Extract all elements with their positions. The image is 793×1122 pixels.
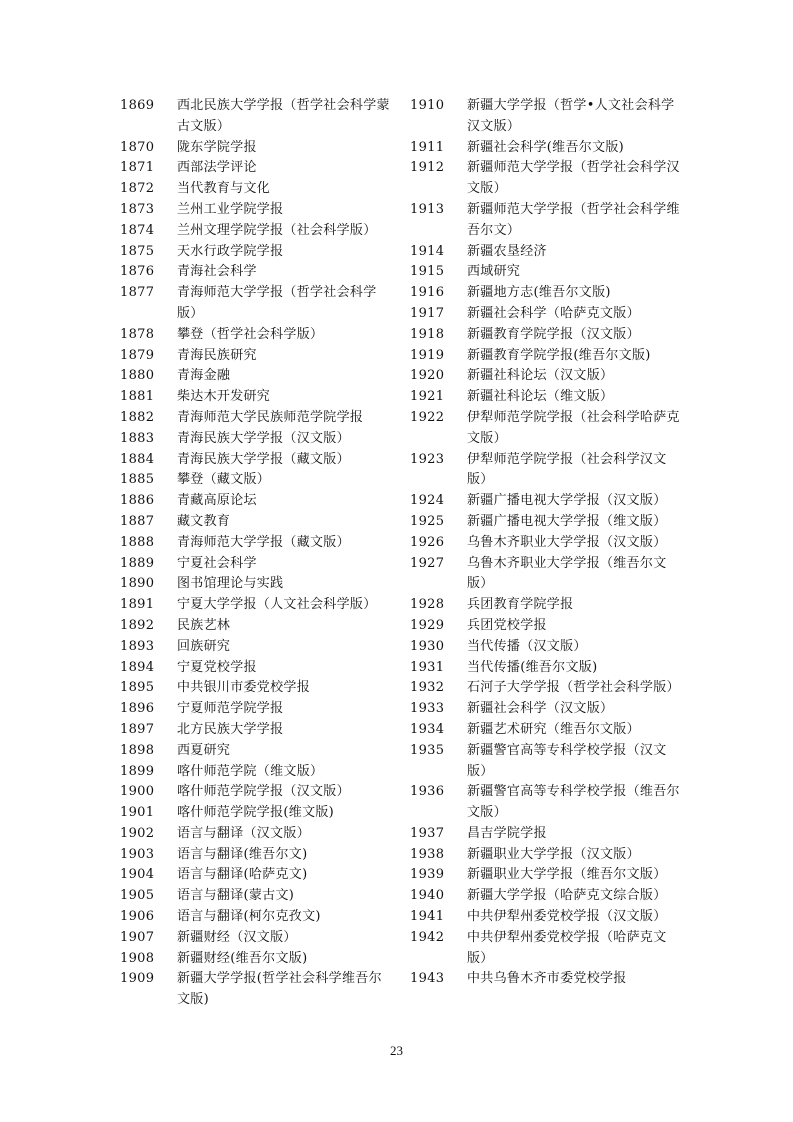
- entry-number: 1938: [410, 846, 445, 862]
- list-item: [120, 138, 390, 159]
- list-item: [120, 387, 390, 408]
- list-item: [410, 242, 680, 263]
- entry-number: 1885: [120, 472, 155, 488]
- entry-number: 1918: [410, 326, 445, 342]
- entry-title: 青海民族大学学报（藏文版）: [177, 451, 350, 467]
- list-item: [410, 907, 680, 928]
- list-item: [120, 720, 390, 741]
- entry-number: 1895: [120, 680, 155, 696]
- list-item: [410, 512, 680, 533]
- list-item: [120, 595, 390, 616]
- entry-number: 1900: [120, 784, 155, 800]
- entry-title: 语言与翻译(柯尔克孜文): [177, 909, 321, 925]
- list-item: [120, 845, 390, 866]
- list-item: [120, 346, 390, 367]
- entry-title: 新疆社会科学（汉文版）: [467, 701, 614, 717]
- entry-number: 1928: [410, 597, 445, 613]
- entry-title: 新疆地方志(维吾尔文版): [467, 285, 611, 301]
- list-item: [410, 325, 680, 346]
- list-item: [410, 158, 680, 200]
- entry-title: 西域研究: [467, 264, 521, 280]
- entry-title: 新疆警官高等专科学校学报（维吾尔文版）: [467, 784, 680, 821]
- entry-title: 新疆广播电视大学学报（维文版）: [467, 513, 667, 529]
- entry-number: 1916: [410, 285, 445, 301]
- entry-title: 新疆大学学报（哲学•人文社会科学汉文版）: [467, 98, 675, 134]
- list-item: [410, 928, 680, 970]
- entry-number: 1892: [120, 617, 155, 633]
- list-item: [120, 949, 390, 970]
- entry-number: 1905: [120, 888, 155, 904]
- entry-number: 1920: [410, 368, 445, 384]
- list-item: [410, 741, 680, 783]
- entry-number: 1942: [410, 929, 445, 945]
- entry-title: 宁夏社会科学: [177, 555, 257, 571]
- list-item: [120, 907, 390, 928]
- entry-number: 1894: [120, 659, 155, 675]
- entry-title: 中共伊犁州委党校学报（哈萨克文版）: [467, 929, 667, 966]
- entry-number: 1906: [120, 909, 155, 925]
- list-item: [120, 408, 390, 429]
- entry-number: 1914: [410, 243, 445, 259]
- entry-title: 中共乌鲁木齐市委党校学报: [467, 971, 627, 987]
- list-item: [120, 762, 390, 783]
- entry-number: 1874: [120, 222, 155, 238]
- entry-number: 1937: [410, 825, 445, 841]
- list-item: [410, 678, 680, 699]
- list-item: [120, 574, 390, 595]
- list-item: [120, 179, 390, 200]
- list-item: [120, 450, 390, 471]
- list-item: [120, 491, 390, 512]
- entry-title: 新疆警官高等专科学校学报（汉文版）: [467, 742, 667, 779]
- entry-title: 乌鲁木齐职业大学学报（维吾尔文版）: [467, 555, 667, 592]
- list-item: [120, 678, 390, 699]
- list-item: [410, 824, 680, 845]
- entry-number: 1935: [410, 742, 445, 758]
- list-item: [410, 616, 680, 637]
- entry-number: 1925: [410, 513, 445, 529]
- list-item: [120, 533, 390, 554]
- entry-number: 1924: [410, 493, 445, 509]
- list-item: [410, 96, 680, 138]
- entry-title: 语言与翻译(哈萨克文): [177, 867, 308, 883]
- entry-number: 1875: [120, 243, 155, 259]
- entry-title: 新疆教育学院学报（汉文版）: [467, 326, 640, 342]
- entry-number: 1903: [120, 846, 155, 862]
- left-column: [120, 96, 390, 1011]
- list-item: [120, 865, 390, 886]
- list-item: [410, 720, 680, 741]
- list-item: [410, 865, 680, 886]
- entry-title: 新疆师范大学学报（哲学社会科学维吾尔文）: [467, 201, 680, 238]
- entry-number: 1888: [120, 534, 155, 550]
- list-item: [120, 782, 390, 803]
- entry-number: 1876: [120, 264, 155, 280]
- entry-title: 新疆教育学院学报(维吾尔文版): [467, 347, 651, 363]
- entry-number: 1870: [120, 139, 155, 155]
- list-item: [410, 366, 680, 387]
- entry-title: 柴达木开发研究: [177, 389, 271, 405]
- entry-number: 1890: [120, 576, 155, 592]
- entry-title: 石河子大学学报（哲学社会科学版）: [467, 680, 680, 696]
- list-item: [120, 824, 390, 845]
- entry-title: 新疆社科论坛（汉文版）: [467, 368, 614, 384]
- entry-number: 1878: [120, 326, 155, 342]
- entry-title: 回族研究: [177, 638, 231, 654]
- list-item: [120, 221, 390, 242]
- entry-number: 1930: [410, 638, 445, 654]
- entry-number: 1922: [410, 409, 445, 425]
- entry-number: 1902: [120, 825, 155, 841]
- entry-title: 青海师范大学民族师范学院学报: [177, 409, 364, 425]
- list-item: [410, 969, 680, 990]
- entry-title: 兰州工业学院学报: [177, 201, 284, 217]
- entry-number: 1880: [120, 368, 155, 384]
- entry-number: 1932: [410, 680, 445, 696]
- entry-number: 1915: [410, 264, 445, 280]
- entry-title: 兵团教育学院学报: [467, 597, 574, 613]
- entry-title: 兰州文理学院学报（社会科学版）: [177, 222, 377, 238]
- entry-number: 1929: [410, 617, 445, 633]
- entry-title: 伊犁师范学院学报（社会科学汉文版）: [467, 451, 667, 488]
- list-item: [120, 96, 390, 138]
- entry-title: 新疆财经(维吾尔文版): [177, 950, 308, 966]
- list-item: [120, 928, 390, 949]
- entry-number: 1884: [120, 451, 155, 467]
- entry-title: 新疆财经（汉文版）: [177, 929, 297, 945]
- entry-number: 1931: [410, 659, 445, 675]
- entry-title: 新疆职业大学学报（汉文版）: [467, 846, 640, 862]
- list-item: [120, 366, 390, 387]
- entry-number: 1873: [120, 201, 155, 217]
- list-item: [120, 554, 390, 575]
- entry-title: 宁夏师范学院学报: [177, 701, 284, 717]
- entry-number: 1926: [410, 534, 445, 550]
- entry-number: 1901: [120, 805, 155, 821]
- entry-title: 青海民族大学学报（汉文版）: [177, 430, 350, 446]
- entry-number: 1912: [410, 160, 445, 176]
- entry-title: 新疆职业大学学报（维吾尔文版）: [467, 867, 667, 883]
- list-item: [120, 637, 390, 658]
- entry-title: 新疆社会科学（哈萨克文版）: [467, 305, 640, 321]
- list-item: [120, 158, 390, 179]
- list-item: [120, 429, 390, 450]
- entry-number: 1943: [410, 971, 445, 987]
- entry-title: 攀登（哲学社会科学版）: [177, 326, 324, 342]
- entry-title: 新疆广播电视大学学报（汉文版）: [467, 493, 667, 509]
- entry-number: 1889: [120, 555, 155, 571]
- entry-title: 喀什师范学院学报（汉文版）: [177, 784, 350, 800]
- list-item: [410, 200, 680, 242]
- entry-number: 1913: [410, 201, 445, 217]
- entry-number: 1871: [120, 160, 155, 176]
- list-item: [120, 616, 390, 637]
- entry-number: 1898: [120, 742, 155, 758]
- entry-title: 喀什师范学院（维文版）: [177, 763, 324, 779]
- list-item: [410, 533, 680, 554]
- entry-number: 1881: [120, 389, 155, 405]
- entry-title: 当代教育与文化: [177, 181, 271, 197]
- entry-title: 伊犁师范学院学报（社会科学哈萨克文版）: [467, 409, 680, 446]
- list-item: [120, 886, 390, 907]
- entry-title: 青海民族研究: [177, 347, 257, 363]
- entry-title: 新疆社科论坛（维文版）: [467, 389, 614, 405]
- entry-number: 1919: [410, 347, 445, 363]
- entry-title: 藏文教育: [177, 513, 231, 529]
- list-item: [410, 304, 680, 325]
- entry-title: 青藏高原论坛: [177, 493, 257, 509]
- entry-title: 宁夏党校学报: [177, 659, 257, 675]
- entry-number: 1940: [410, 888, 445, 904]
- entry-number: 1939: [410, 867, 445, 883]
- entry-title: 新疆农垦经济: [467, 243, 547, 259]
- list-item: [120, 470, 390, 491]
- entry-title: 语言与翻译(维吾尔文): [177, 846, 308, 862]
- entry-title: 北方民族大学学报: [177, 721, 284, 737]
- entry-number: 1936: [410, 784, 445, 800]
- list-item: [410, 782, 680, 824]
- entry-title: 西夏研究: [177, 742, 231, 758]
- list-item: [410, 845, 680, 866]
- list-item: [410, 408, 680, 450]
- list-item: [410, 637, 680, 658]
- entry-number: 1909: [120, 971, 155, 987]
- entry-title: 青海师范大学学报（藏文版）: [177, 534, 350, 550]
- list-item: [410, 658, 680, 679]
- entry-number: 1933: [410, 701, 445, 717]
- entry-number: 1883: [120, 430, 155, 446]
- entry-number: 1907: [120, 929, 155, 945]
- entry-title: 青海社会科学: [177, 264, 257, 280]
- entry-title: 陇东学院学报: [177, 139, 257, 155]
- entry-title: 中共伊犁州委党校学报（汉文版）: [467, 909, 667, 925]
- list-item: [410, 595, 680, 616]
- entry-number: 1927: [410, 555, 445, 571]
- list-item: [120, 699, 390, 720]
- entry-number: 1897: [120, 721, 155, 737]
- entry-title: 图书馆理论与实践: [177, 576, 284, 592]
- list-item: [120, 658, 390, 679]
- entry-title: 喀什师范学院学报(维文版): [177, 805, 335, 821]
- list-item: [410, 491, 680, 512]
- list-item: [120, 803, 390, 824]
- entry-title: 当代传播(维吾尔文版): [467, 659, 598, 675]
- list-item: [410, 346, 680, 367]
- entry-title: 民族艺林: [177, 617, 231, 633]
- entry-number: 1904: [120, 867, 155, 883]
- entry-title: 乌鲁木齐职业大学学报（汉文版）: [467, 534, 667, 550]
- entry-number: 1893: [120, 638, 155, 654]
- entry-title: 新疆大学学报(哲学社会科学维吾尔文版): [177, 971, 382, 1008]
- page-number: 23: [390, 1043, 403, 1058]
- list-item: [410, 283, 680, 304]
- entry-title: 新疆社会科学(维吾尔文版): [467, 139, 625, 155]
- entry-title: 攀登（藏文版）: [177, 472, 271, 488]
- entry-number: 1886: [120, 493, 155, 509]
- list-item: [120, 512, 390, 533]
- list-item: [120, 262, 390, 283]
- entry-title: 青海师范大学学报（哲学社会科学版）: [177, 285, 377, 321]
- entry-number: 1877: [120, 285, 155, 301]
- entry-title: 语言与翻译(蒙古文): [177, 888, 295, 904]
- entry-title: 新疆师范大学学报（哲学社会科学汉文版）: [467, 160, 680, 197]
- list-item: [120, 283, 390, 325]
- entry-number: 1882: [120, 409, 155, 425]
- entry-number: 1921: [410, 389, 445, 405]
- entry-title: 新疆大学学报（哈萨克文综合版）: [467, 888, 667, 904]
- entry-title: 西部法学评论: [177, 160, 257, 176]
- entry-title: 昌吉学院学报: [467, 825, 547, 841]
- entry-number: 1923: [410, 451, 445, 467]
- entry-title: 语言与翻译（汉文版）: [177, 825, 311, 841]
- list-item: [120, 242, 390, 263]
- entry-title: 当代传播（汉文版）: [467, 638, 587, 654]
- list-item: [410, 387, 680, 408]
- entry-number: 1899: [120, 763, 155, 779]
- entry-number: 1908: [120, 950, 155, 966]
- list-item: [410, 450, 680, 492]
- entry-title: 西北民族大学学报（哲学社会科学蒙古文版）: [177, 98, 390, 134]
- right-column: [410, 96, 680, 990]
- list-item: [410, 886, 680, 907]
- list-item: [410, 699, 680, 720]
- entry-title: 天水行政学院学报: [177, 243, 284, 259]
- entry-number: 1891: [120, 597, 155, 613]
- entry-title: 中共银川市委党校学报: [177, 680, 311, 696]
- list-item: [120, 741, 390, 762]
- list-item: [410, 262, 680, 283]
- entry-number: 1872: [120, 181, 155, 197]
- entry-title: 宁夏大学学报（人文社会科学版）: [177, 597, 377, 613]
- entry-number: 1879: [120, 347, 155, 363]
- entry-title: 新疆艺术研究（维吾尔文版）: [467, 721, 640, 737]
- entry-number: 1896: [120, 701, 155, 717]
- list-item: [410, 138, 680, 159]
- entry-number: 1934: [410, 721, 445, 737]
- list-item: [120, 200, 390, 221]
- entry-number: 1917: [410, 305, 445, 321]
- entry-number: 1887: [120, 513, 155, 529]
- entry-title: 青海金融: [177, 368, 231, 384]
- list-item: [120, 969, 390, 1011]
- entry-title: 兵团党校学报: [467, 617, 547, 633]
- entry-number: 1869: [120, 98, 155, 113]
- entry-number: 1911: [410, 139, 445, 155]
- list-item: [410, 554, 680, 596]
- list-item: [120, 325, 390, 346]
- entry-number: 1910: [410, 98, 445, 113]
- entry-number: 1941: [410, 909, 445, 925]
